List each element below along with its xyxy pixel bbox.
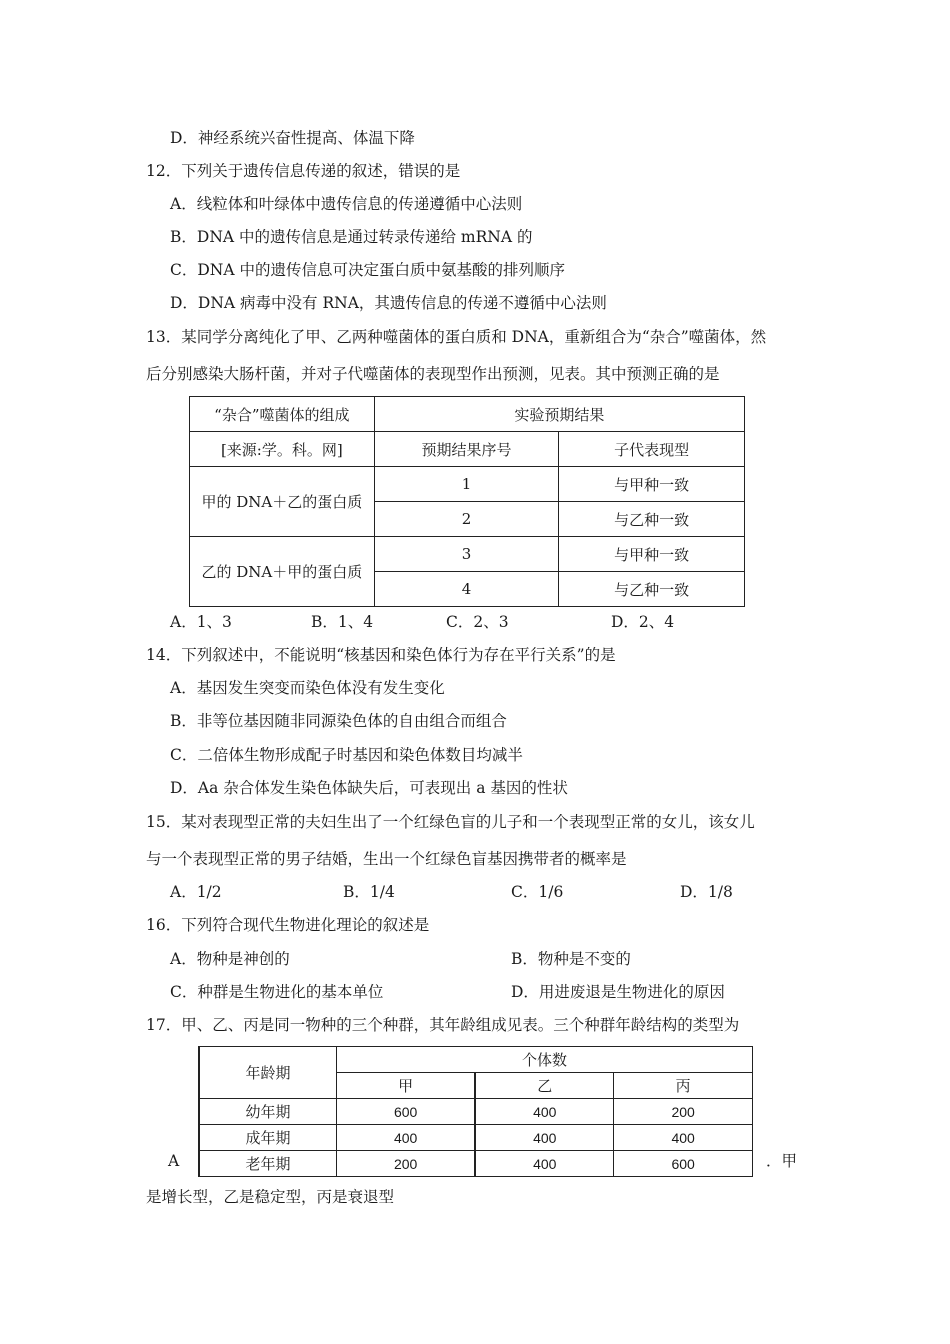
- q13-stem-line1: 13．某同学分离纯化了甲、乙两种噬菌体的蛋白质和 DNA，重新组合为“杂合”噬菌体，然: [146, 328, 767, 346]
- q16-option-d: D．用进废退是生物进化的原因: [511, 983, 725, 1001]
- q17-table: [198, 1046, 753, 1177]
- q15-option-d: D．1/8: [680, 883, 733, 901]
- q17-value: 400: [475, 1151, 614, 1177]
- q13-result-phenotype: 与乙种一致: [559, 502, 745, 537]
- q12-option-b: B．DNA 中的遗传信息是通过转录传递给 mRNA 的: [170, 228, 533, 246]
- q13-sub-header-number: 预期结果序号: [374, 432, 559, 467]
- q13-combo-1: 甲的 DNA＋乙的蛋白质: [190, 467, 375, 537]
- q14-stem: 14．下列叙述中，不能说明“核基因和染色体行为存在平行关系”的是: [146, 646, 616, 664]
- q14-option-c: C．二倍体生物形成配子时基因和染色体数目均减半: [170, 746, 523, 764]
- q12-option-a: A．线粒体和叶绿体中遗传信息的传递遵循中心法则: [170, 195, 523, 213]
- q17-value: 400: [337, 1125, 476, 1151]
- q13-result-phenotype: 与乙种一致: [559, 572, 745, 607]
- q13-source-note: [来源:学。科。网]: [190, 432, 375, 467]
- q16-option-c: C．种群是生物进化的基本单位: [170, 983, 384, 1001]
- q17-option-a-dot: ．甲: [766, 1152, 798, 1170]
- q13-col1-header: “杂合”噬菌体的组成: [214, 405, 350, 424]
- q17-option-a-rest: 是增长型，乙是稳定型，丙是衰退型: [146, 1188, 395, 1206]
- q17-population-header: 乙: [475, 1073, 614, 1099]
- q15-stem-line1: 15．某对表现型正常的夫妇生出了一个红绿色盲的儿子和一个表现型正常的女儿，该女儿: [146, 813, 755, 831]
- q17-value: 400: [614, 1125, 753, 1151]
- q13-col1-header-cell: [190, 397, 375, 432]
- q17-group-header: 个体数: [337, 1047, 753, 1073]
- q13-option-a: A．1、3: [170, 613, 232, 631]
- q13-result-phenotype: 与甲种一致: [559, 467, 745, 502]
- q14-option-a: A．基因发生突变而染色体没有发生变化: [170, 679, 445, 697]
- q12-stem: 12．下列关于遗传信息传递的叙述，错误的是: [146, 162, 461, 180]
- q13-combo-2: 乙的 DNA＋甲的蛋白质: [190, 537, 375, 607]
- q17-population-header: 甲: [337, 1073, 476, 1099]
- q14-option-b: B．非等位基因随非同源染色体的自由组合而组合: [170, 712, 507, 730]
- q13-stem-line2: 后分别感染大肠杆菌，并对子代噬菌体的表现型作出预测，见表。其中预测正确的是: [146, 365, 720, 383]
- q17-stage: 成年期: [199, 1125, 337, 1151]
- q13-sub-header-phenotype: 子代表现型: [559, 432, 745, 467]
- q13-option-b: B．1、4: [311, 613, 374, 631]
- q14-option-d: D．Aa 杂合体发生染色体缺失后，可表现出 a 基因的性状: [170, 779, 568, 797]
- q17-stage: 幼年期: [199, 1099, 337, 1125]
- q17-option-a-letter: A: [168, 1152, 180, 1170]
- q13-table: [189, 396, 745, 607]
- q13-result-num: 4: [374, 572, 559, 607]
- q17-value: 600: [337, 1099, 476, 1125]
- q13-result-phenotype: 与甲种一致: [559, 537, 745, 572]
- q17-col1-header: 年龄期: [199, 1047, 337, 1099]
- q15-stem-line2: 与一个表现型正常的男子结婚，生出一个红绿色盲基因携带者的概率是: [146, 850, 627, 868]
- q17-value: 400: [475, 1099, 614, 1125]
- q13-result-num: 1: [374, 467, 559, 502]
- q15-option-b: B．1/4: [343, 883, 395, 901]
- q15-option-a: A．1/2: [170, 883, 222, 901]
- q17-stage: 老年期: [199, 1151, 337, 1177]
- q13-result-num: 2: [374, 502, 559, 537]
- q13-group-header: 实验预期结果: [374, 397, 744, 432]
- q17-value: 600: [614, 1151, 753, 1177]
- q12-option-c: C．DNA 中的遗传信息可决定蛋白质中氨基酸的排列顺序: [170, 261, 565, 279]
- q17-value: 200: [337, 1151, 476, 1177]
- q12-option-d: D．DNA 病毒中没有 RNA，其遗传信息的传递不遵循中心法则: [170, 294, 607, 312]
- q13-option-d: D．2、4: [611, 613, 675, 631]
- q13-option-c: C．2、3: [446, 613, 509, 631]
- q17-population-header: 丙: [614, 1073, 753, 1099]
- q11-option-d: D．神经系统兴奋性提高、体温下降: [170, 129, 415, 147]
- q16-option-b: B．物种是不变的: [511, 950, 631, 968]
- q17-stem: 17．甲、乙、丙是同一物种的三个种群，其年龄组成见表。三个种群年龄结构的类型为: [146, 1016, 740, 1034]
- q17-value: 400: [475, 1125, 614, 1151]
- q15-option-c: C．1/6: [511, 883, 564, 901]
- q13-result-num: 3: [374, 537, 559, 572]
- q17-value: 200: [614, 1099, 753, 1125]
- q16-stem: 16．下列符合现代生物进化理论的叙述是: [146, 916, 430, 934]
- q16-option-a: A．物种是神创的: [170, 950, 290, 968]
